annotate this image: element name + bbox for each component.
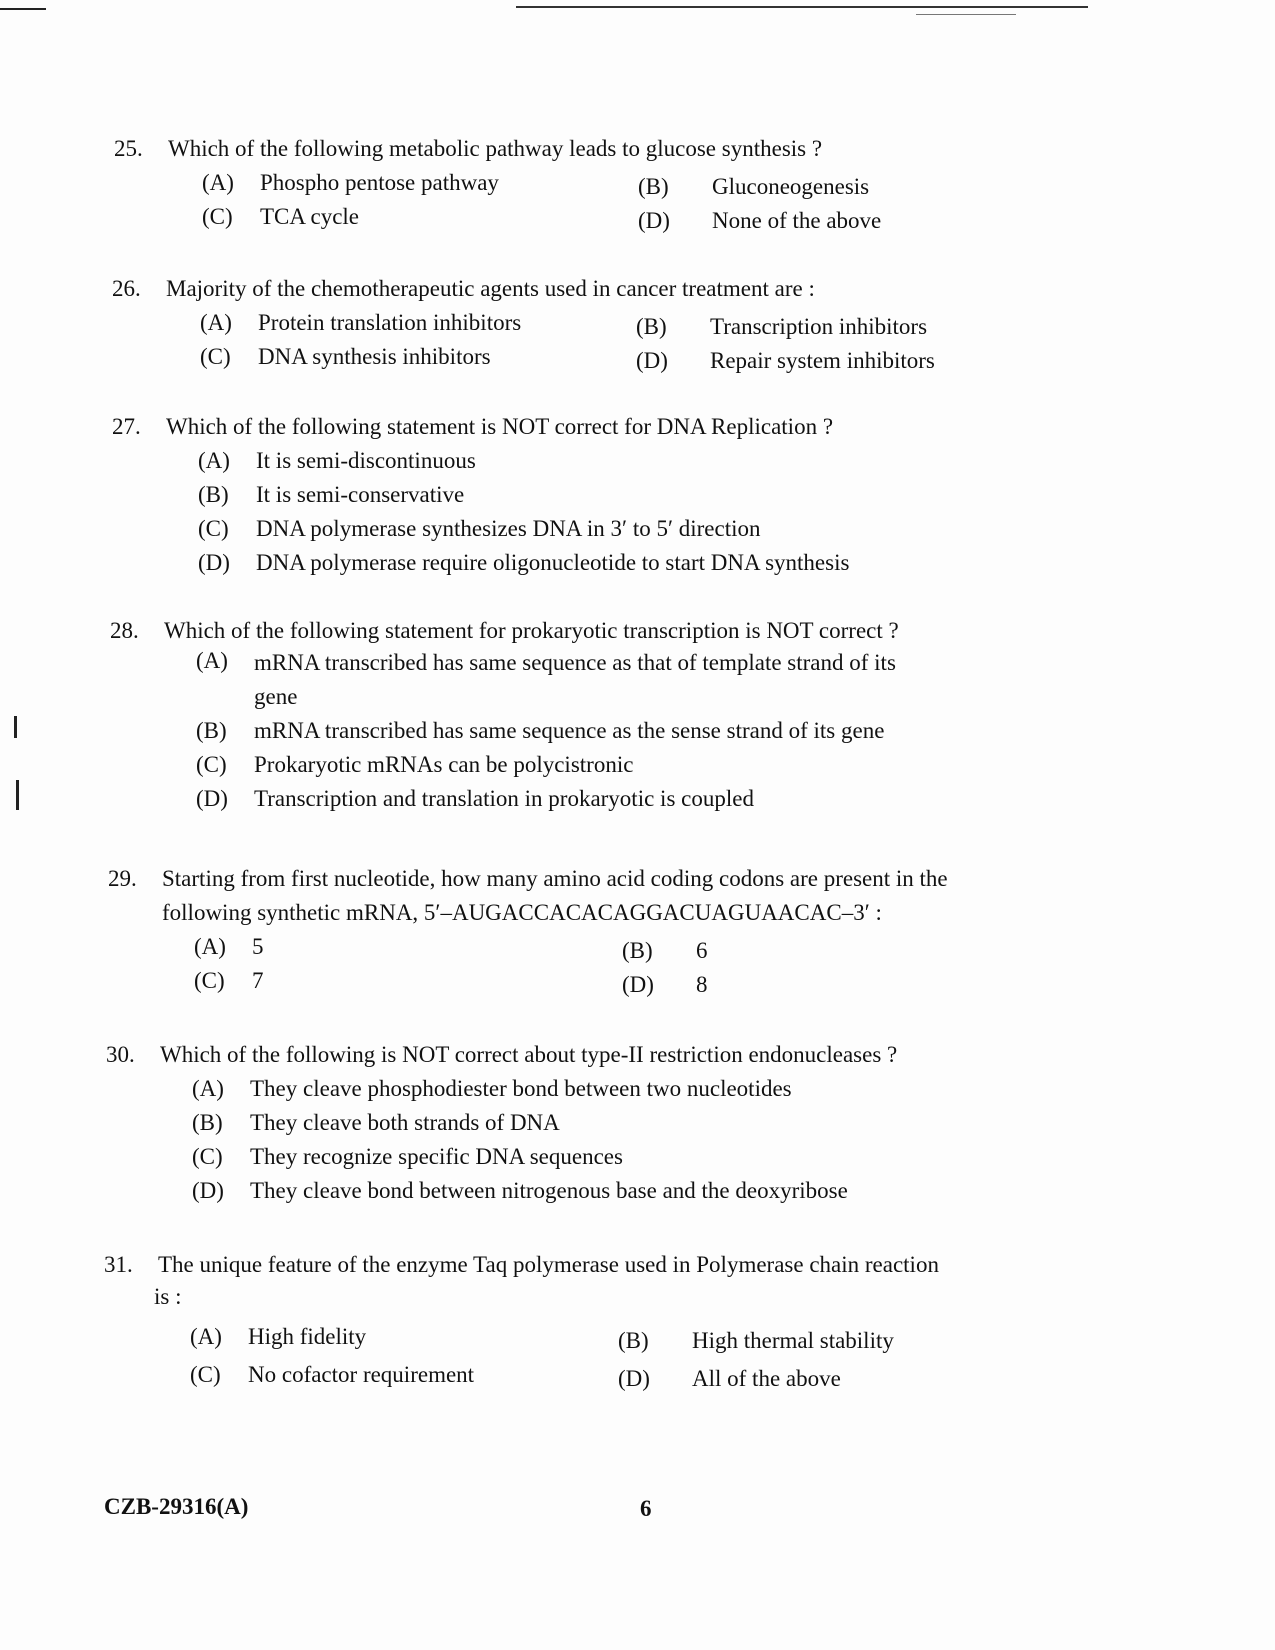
option-text: They recognize specific DNA sequences (250, 1144, 623, 1169)
option-text: None of the above (712, 208, 882, 233)
option-text: It is semi-discontinuous (256, 448, 476, 473)
question-number: 27. (112, 414, 141, 439)
question-29 (108, 864, 1118, 1004)
top-left-rule (0, 8, 46, 10)
option-label: (A) (192, 1076, 224, 1101)
question-text: Which of the following statement is NOT correct for DNA Replication ? (166, 414, 834, 439)
option-d[interactable] (618, 1364, 841, 1394)
option-text: High fidelity (248, 1324, 367, 1349)
option-label: (A) (200, 310, 232, 335)
option-c[interactable] (194, 966, 264, 996)
option-c[interactable] (190, 1360, 474, 1390)
option-text: They cleave both strands of DNA (250, 1110, 560, 1135)
option-b[interactable] (192, 1108, 560, 1138)
option-c[interactable] (202, 202, 359, 232)
option-label: (A) (202, 170, 234, 195)
option-text: Transcription inhibitors (710, 314, 928, 339)
option-text: It is semi-conservative (256, 482, 465, 507)
option-b[interactable] (198, 480, 464, 510)
option-text: 6 (696, 938, 708, 963)
option-a[interactable] (198, 446, 476, 476)
option-text: 7 (252, 968, 264, 993)
option-text: No cofactor requirement (248, 1362, 475, 1387)
option-c[interactable] (196, 750, 633, 780)
option-text: 5 (252, 934, 264, 959)
option-label: (B) (618, 1328, 649, 1353)
option-label: (B) (622, 938, 653, 963)
option-label: (D) (198, 550, 230, 575)
option-text: TCA cycle (260, 204, 359, 229)
question-text-line-2: is : (154, 1284, 182, 1309)
question-number: 29. (108, 866, 137, 891)
option-text: Transcription and translation in prokaryotic is coupled (254, 786, 754, 811)
question-number: 25. (114, 136, 143, 161)
top-right-rule-thin (916, 14, 1016, 15)
option-text: Phospho pentose pathway (260, 170, 499, 195)
option-a[interactable] (190, 1322, 366, 1352)
option-label: (C) (196, 752, 227, 777)
question-text-line-2: following synthetic mRNA, 5′–AUGACCACACAGGACUAGUAACAC–3′ : (162, 900, 882, 925)
option-c[interactable] (200, 342, 491, 372)
option-text: High thermal stability (692, 1328, 894, 1353)
option-label: (C) (194, 968, 225, 993)
option-c[interactable] (192, 1142, 623, 1172)
option-label: (C) (190, 1362, 221, 1387)
option-a[interactable] (196, 646, 944, 714)
question-number: 31. (104, 1252, 133, 1277)
top-right-rule (516, 6, 1088, 8)
option-label: (B) (638, 174, 669, 199)
option-b[interactable] (618, 1326, 894, 1356)
question-25 (114, 134, 1114, 244)
option-d[interactable] (192, 1176, 848, 1206)
option-a[interactable] (202, 168, 499, 198)
question-text: Majority of the chemotherapeutic agents used in cancer treatment are : (166, 276, 815, 301)
option-label: (A) (190, 1324, 222, 1349)
option-text: mRNA transcribed has same sequence as that of template strand of its gene (254, 650, 896, 709)
option-a[interactable] (192, 1074, 792, 1104)
option-text: DNA polymerase synthesizes DNA in 3′ to 5′ direction (256, 516, 761, 541)
option-text: They cleave bond between nitrogenous base and the deoxyribose (250, 1178, 848, 1203)
question-text: Which of the following statement for prokaryotic transcription is NOT correct ? (164, 618, 899, 643)
option-label: (C) (202, 204, 233, 229)
option-label: (D) (618, 1366, 650, 1391)
option-text: Repair system inhibitors (710, 348, 935, 373)
option-b[interactable] (636, 312, 927, 342)
option-label: (C) (198, 516, 229, 541)
option-d[interactable] (638, 206, 881, 236)
option-d[interactable] (636, 346, 935, 376)
option-text: All of the above (692, 1366, 841, 1391)
option-label: (D) (622, 972, 654, 997)
question-26 (112, 274, 1112, 384)
question-number: 28. (110, 618, 139, 643)
question-28 (110, 616, 1110, 826)
option-label: (D) (636, 348, 668, 373)
question-text: Which of the following metabolic pathway leads to glucose synthesis ? (168, 136, 823, 161)
margin-mark (16, 780, 19, 810)
margin-mark (14, 716, 17, 738)
option-text: They cleave phosphodiester bond between two nucleotides (250, 1076, 792, 1101)
option-text: Protein translation inhibitors (258, 310, 522, 335)
option-text: Gluconeogenesis (712, 174, 870, 199)
option-b[interactable] (638, 172, 869, 202)
option-text: mRNA transcribed has same sequence as the sense strand of its gene (254, 718, 885, 743)
question-31 (104, 1250, 1114, 1400)
option-text: Prokaryotic mRNAs can be polycistronic (254, 752, 634, 777)
question-number: 26. (112, 276, 141, 301)
option-label: (D) (192, 1178, 224, 1203)
option-label: (A) (196, 648, 228, 673)
question-text-line-1: The unique feature of the enzyme Taq polymerase used in Polymerase chain reaction (158, 1252, 939, 1277)
option-b[interactable] (196, 716, 884, 746)
page-number: 6 (640, 1496, 652, 1521)
option-a[interactable] (200, 308, 521, 338)
option-label: (B) (636, 314, 667, 339)
option-d[interactable] (622, 970, 708, 1000)
option-b[interactable] (622, 936, 708, 966)
option-label: (A) (194, 934, 226, 959)
option-d[interactable] (196, 784, 754, 814)
option-label: (A) (198, 448, 230, 473)
option-label: (C) (192, 1144, 223, 1169)
option-label: (B) (198, 482, 229, 507)
question-30 (106, 1040, 1106, 1210)
question-27 (112, 412, 1112, 582)
question-number: 30. (106, 1042, 135, 1067)
option-label: (D) (196, 786, 228, 811)
question-text: Which of the following is NOT correct about type-II restriction endonucleases ? (160, 1042, 898, 1067)
option-text: DNA polymerase require oligonucleotide to start DNA synthesis (256, 550, 850, 575)
paper-code: CZB-29316(A) (104, 1494, 249, 1519)
option-text: DNA synthesis inhibitors (258, 344, 491, 369)
option-label: (B) (196, 718, 227, 743)
option-d[interactable] (198, 548, 849, 578)
option-label: (C) (200, 344, 231, 369)
question-text-line-1: Starting from first nucleotide, how many amino acid coding codons are present in the (162, 866, 948, 891)
option-c[interactable] (198, 514, 760, 544)
option-a[interactable] (194, 932, 264, 962)
option-label: (B) (192, 1110, 223, 1135)
option-label: (D) (638, 208, 670, 233)
option-text: 8 (696, 972, 708, 997)
